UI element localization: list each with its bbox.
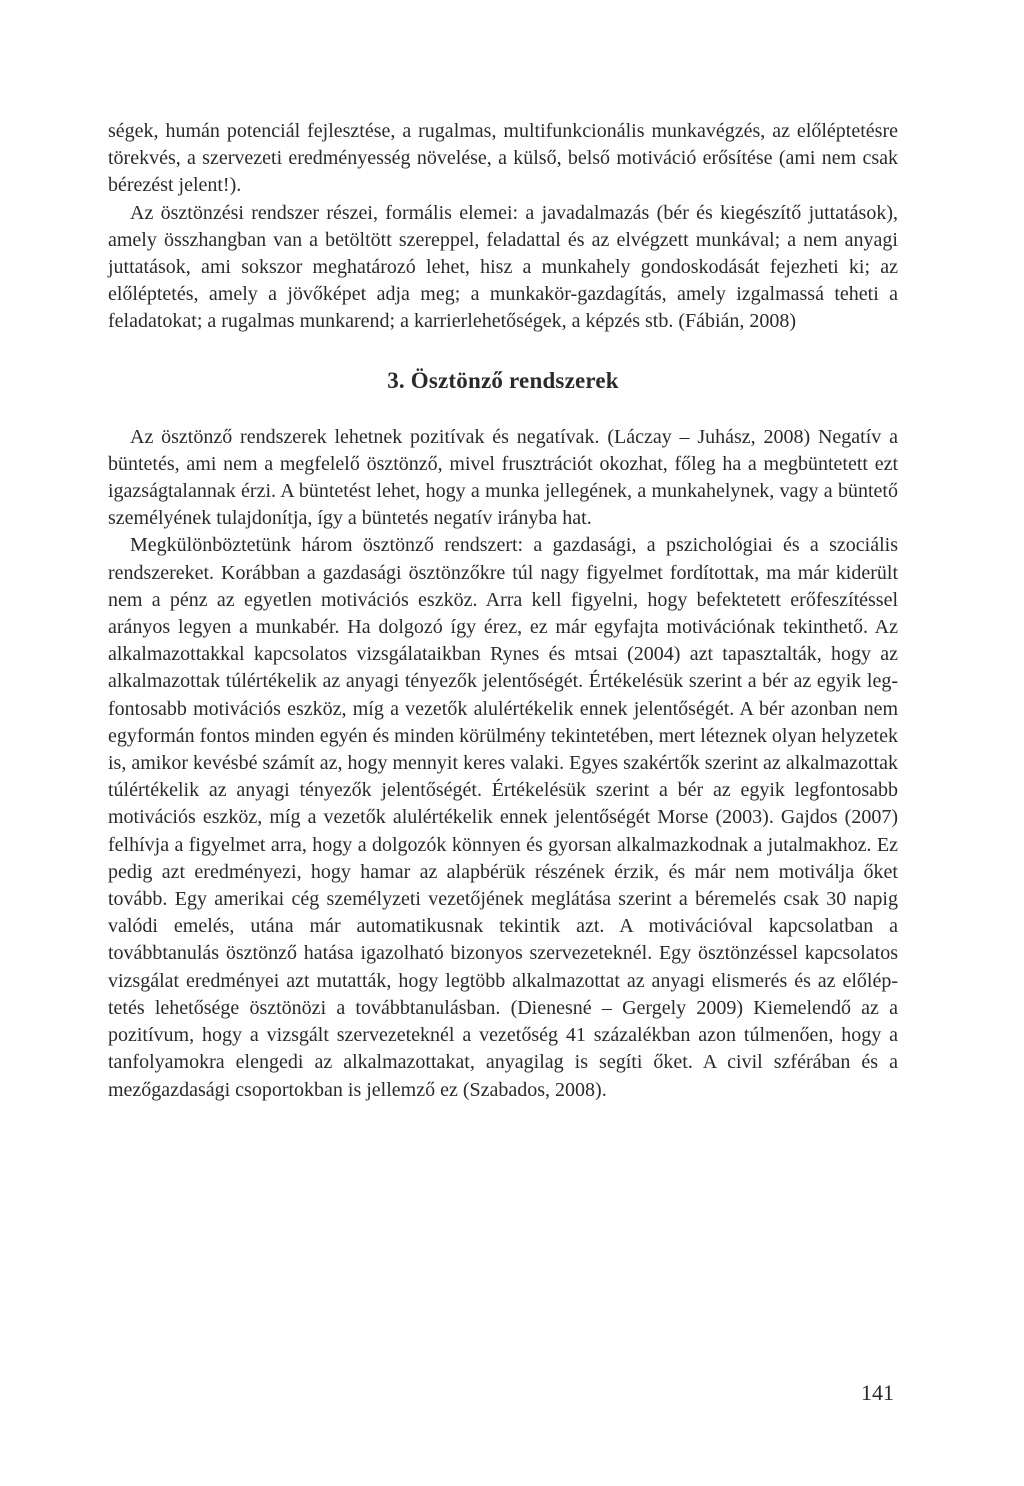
paragraph-continuation: ségek, humán potenciál fejlesztése, a rugalmas, multifunkcionális munkavégzés, az előléptetésre törekvés, a szervezeti eredményesség növelése, a külső, belső motiváció erősítése (ami nem csak bérezést jelent!).: [108, 120, 898, 197]
paragraph-three-systems: Megkülönböztetünk három ösztönző rendszert: a gazdasági, a pszichológiai és a szociális rendszereket. Korábban a gazdasági ösztönzőkre túl nagy figyelmet fordítottak, ma már kiderült nem a pénz az egyetlen motivációs eszköz. Arra kell figyelni, hogy befektetett erőfeszítéssel arányos legyen a munkabér. Ha dolgozó így érez, ez már egyfajta motivációnak tekinthető. Az alkalmazottakkal kapcsolatos vizsgálataikban Rynes és mtsai (2004) azt tapasztalták, hogy az alkalmazottak túlértékelik az anyagi tényezők jelentőségét. Értékelésük szerint a bér az egyik legfontosabb motivációs eszköz, míg a vezetők alulértékelik ennek jelentőségét. A bér azonban nem egyformán fontos minden egyén és minden körülmény tekintetében, mert léteznek olyan helyzetek is, amikor kevésbé számít az, hogy mennyit keres valaki. Egyes szakértők szerint az alkalmazottak túlértékelik az anyagi tényezők jelentőségét. Értékelésük szerint a bér az egyik legfontosabb motivációs eszköz, míg a vezetők alulértékelik ennek jelentőségét Morse (2003). Gajdos (2007) felhívja a figyelmet arra, hogy a dolgozók könnyen és gyorsan alkalmazkodnak a jutalmakhoz. Ez pedig azt eredményezi, hogy hamar az alapbérük részének érzik, és már nem motiválja őket tovább. Egy amerikai cég személyzeti vezetőjének meglátása szerint a béremelés csak 30 napig valódi emelés, utána már automatikusnak tekintik azt. A motivációval kapcsolatban a továbbtanulás ösztönző hatása igazolható bizonyos szervezeteknél. Egy ösztönzéssel kapcsolatos vizsgálat eredményei azt mutatták, hogy legtöbb alkalmazottat az anyagi elismerés és az előléptetés lehetősége ösztönözi a továbbtanulásban. (Dienesné – Gergely 2009) Kiemelendő az a pozitívum, hogy a vizsgált szervezeteknél a vezetőség 41 százalékban azon túlmenően, hogy a tanfolyamokra elengedi az alkalmazottakat, anyagilag is segíti őket. A civil szférában és a mezőgazdasági csoportokban is jellemző ez (Szabados, 2008).: [108, 534, 898, 1101]
page-body: [108, 118, 898, 1104]
section-heading: 3. Ösztönző rendszerek: [387, 367, 619, 393]
paragraph-incentive-components: Az ösztönzési rendszer részei, formális elemei: a javadalmazás (bér és kiegészítő juttatások), amely összhangban van a betöltött szereppel, feladattal és az elvégzett munkával; a nem anyagi juttatások, ami sokszor meghatározó lehet, hisz a munkahely gondoskodását fejezheti ki; az előléptetés, amely a jövőképet adja meg; a munkakör-gazdagítás, amely izgalmassá teheti a feladatokat; a rugalmas munkarend; a karrierlehetőségek, a képzés stb. (Fábián, 2008): [108, 201, 898, 333]
page-number: 141: [861, 1380, 894, 1405]
paragraph-positive-negative: Az ösztönző rendszerek lehetnek pozitívak és negatívak. (Láczay – Juhász, 2008) Negatív a büntetés, ami nem a megfelelő ösztönző, mivel frusztrációt okozhat, főleg ha a megbüntetett ezt igazságtalannak érzi. A büntetést lehet, hogy a munka jellegének, a munkahelynek, vagy a büntető személyének tulajdonítja, így a büntetés negatív irányba hat.: [108, 425, 898, 530]
